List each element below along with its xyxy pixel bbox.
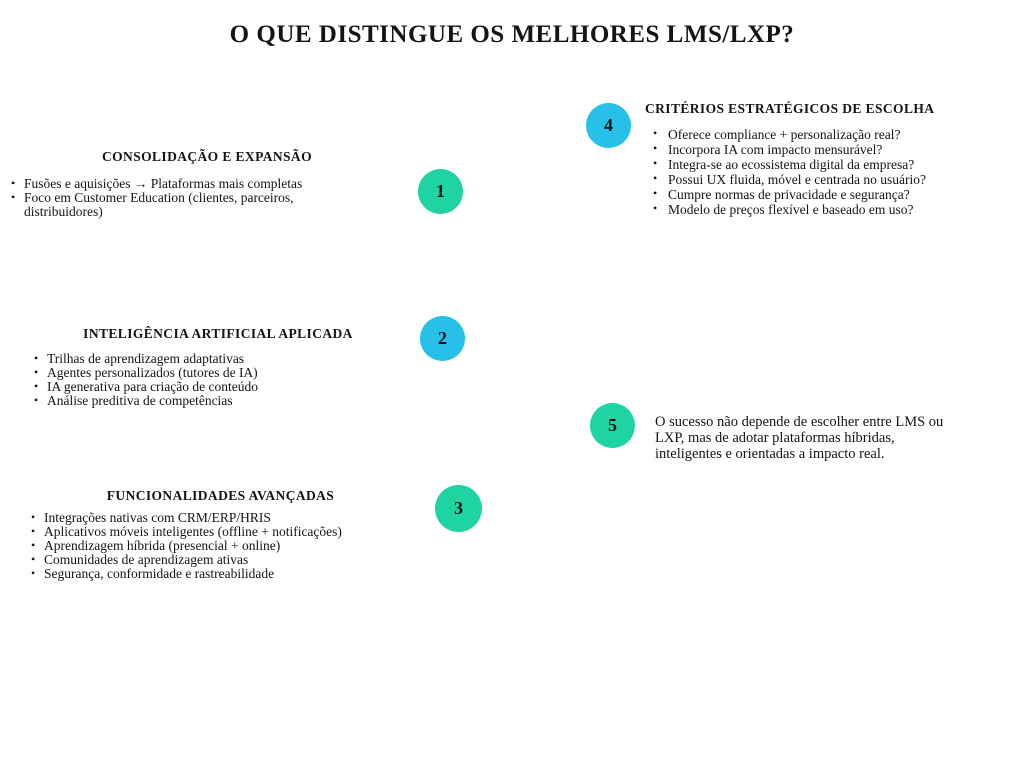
section-3-heading: FUNCIONALIDADES AVANÇADAS — [106, 488, 335, 503]
bullet-item: • Aplicativos móveis inteligentes (offline + notificações) — [30, 525, 432, 539]
step-badge-2 — [420, 316, 465, 361]
step-badge-1 — [418, 169, 463, 214]
section-4-bullet-list — [652, 127, 939, 217]
bullet-item: • Oferece compliance + personalização real? — [652, 127, 939, 142]
step-number-4: 4 — [604, 115, 613, 135]
bullet-item: • Modelo de preços flexível e baseado em uso? — [652, 202, 939, 217]
step-badge-5 — [590, 403, 635, 448]
bullet-item: • Foco em Customer Education (clientes, parceiros, distribuidores) — [10, 191, 356, 219]
step-number-5: 5 — [608, 415, 617, 435]
conclusion-text: O sucesso não depende de escolher entre LMS ou LXP, mas de adotar plataformas híbridas, inteligentes e orientadas a impacto real. — [655, 414, 944, 462]
bullet-item: • Possui UX fluida, móvel e centrada no usuário? — [652, 172, 939, 187]
bullet-item: • Fusões e aquisições → Plataformas mais completas — [10, 177, 356, 191]
step-number-3: 3 — [454, 498, 463, 518]
section-1-heading: CONSOLIDAÇÃO E EXPANSÃO — [102, 149, 312, 164]
slide-title: O QUE DISTINGUE OS MELHORES LMS/LXP? — [229, 21, 795, 48]
step-badge-3 — [435, 485, 482, 532]
step-badge-4 — [586, 103, 631, 148]
bullet-item: • IA generativa para criação de conteúdo — [33, 380, 425, 394]
bullet-item: • Integrações nativas com CRM/ERP/HRIS — [30, 511, 432, 525]
bullet-item: • Incorpora IA com impacto mensurável? — [652, 142, 939, 157]
section-1-bullet-list — [10, 177, 356, 219]
bullet-item: • Cumpre normas de privacidade e segurança? — [652, 187, 939, 202]
section-2-heading: INTELIGÊNCIA ARTIFICIAL APLICADA — [83, 326, 353, 341]
bullet-item: • Comunidades de aprendizagem ativas — [30, 553, 432, 567]
step-number-1: 1 — [436, 181, 445, 201]
step-number-2: 2 — [438, 328, 447, 348]
bullet-item: • Segurança, conformidade e rastreabilidade — [30, 567, 432, 581]
bullet-item: • Aprendizagem híbrida (presencial + online) — [30, 539, 432, 553]
section-4-heading: CRITÉRIOS ESTRATÉGICOS DE ESCOLHA — [645, 101, 935, 116]
bullet-item: • Agentes personalizados (tutores de IA) — [33, 366, 425, 380]
bullet-item: • Análise preditiva de competências — [33, 394, 425, 408]
bullet-item: • Trilhas de aprendizagem adaptativas — [33, 352, 425, 366]
section-3-bullet-list — [30, 511, 432, 581]
bullet-item: • Integra-se ao ecossistema digital da empresa? — [652, 157, 939, 172]
section-2-bullet-list — [33, 352, 425, 408]
